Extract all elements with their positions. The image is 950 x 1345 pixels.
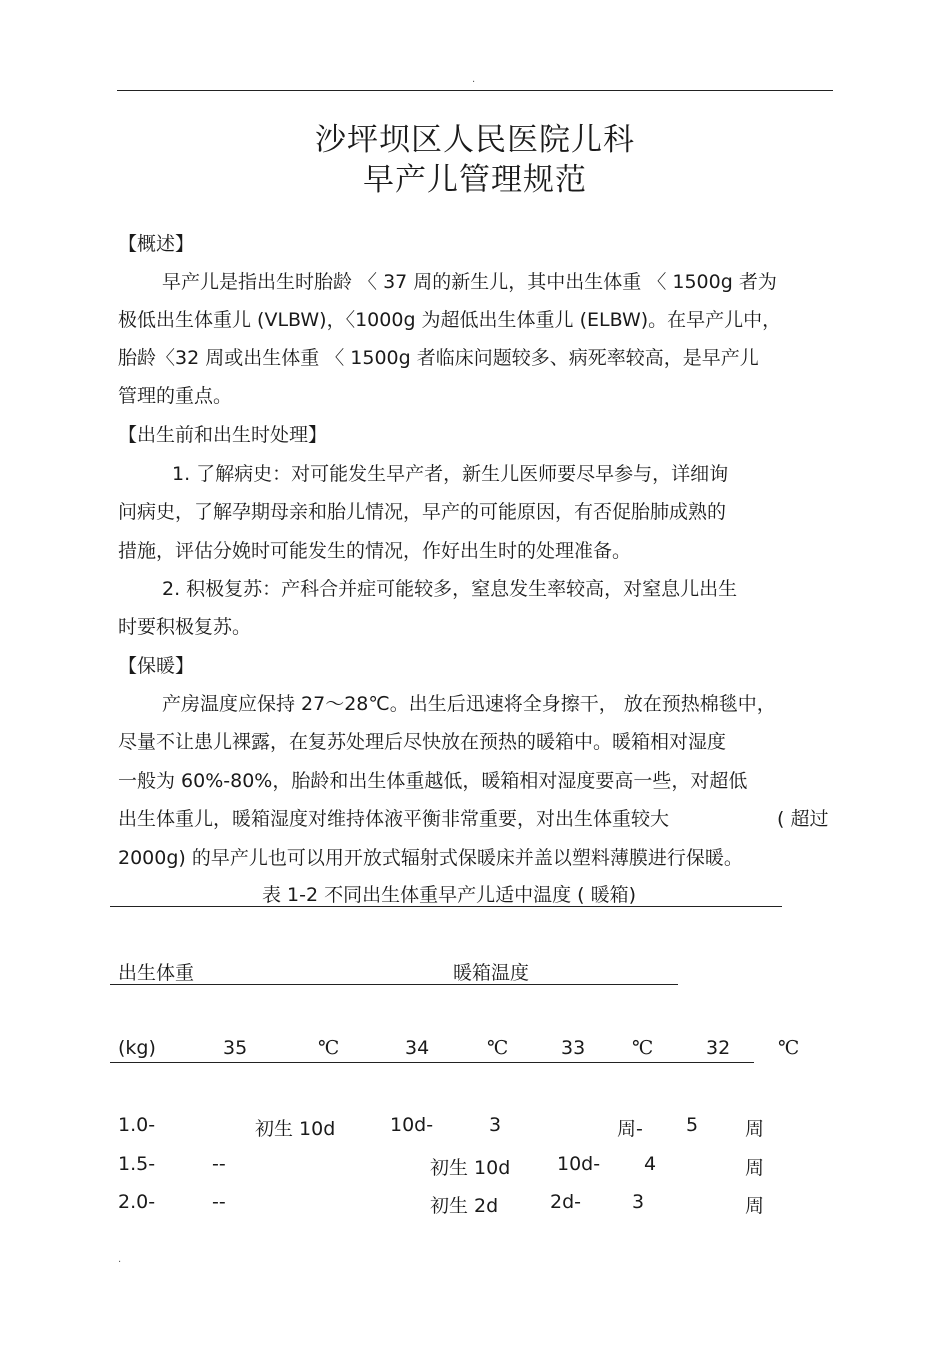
table-header-celsius: ℃ xyxy=(318,1037,340,1059)
table-subheader-rule xyxy=(110,1062,754,1063)
table-cell: 3 xyxy=(489,1114,502,1136)
document-subtitle: 早产儿管理规范 xyxy=(363,162,587,198)
table-header-temp-value: 32 xyxy=(706,1037,731,1059)
header-rule xyxy=(117,90,833,91)
birth-line: 措施，评估分娩时可能发生的情况，作好出生时的处理准备。 xyxy=(118,540,632,562)
table-cell: 1.0- xyxy=(118,1114,156,1136)
table-cell: 3 xyxy=(632,1191,645,1213)
warmth-line: 2000g) 的早产儿也可以用开放式辐射式保暖床并盖以塑料薄膜进行保暖。 xyxy=(118,847,743,869)
table-cell: 初生 10d xyxy=(430,1157,511,1179)
table-header-rule xyxy=(110,984,678,985)
table-cell: -- xyxy=(212,1191,226,1213)
warmth-line: 一般为 60%-80%，胎龄和出生体重越低，暖箱相对湿度要高一些，对超低 xyxy=(118,770,748,792)
document-title: 沙坪坝区人民医院儿科 xyxy=(315,122,635,158)
table-header-unit: (kg) xyxy=(118,1037,156,1059)
table-cell: 10d- xyxy=(557,1153,601,1175)
section-heading-warmth: 【保暖】 xyxy=(118,655,195,677)
overview-line: 早产儿是指出生时胎龄 〈 37 周的新生儿，其中出生体重 〈 1500g 者为 xyxy=(162,271,777,293)
table-cell: 5 xyxy=(686,1114,699,1136)
section-heading-birth: 【出生前和出生时处理】 xyxy=(118,424,328,446)
table-cell: 2d- xyxy=(550,1191,582,1213)
table-header-temp-value: 33 xyxy=(561,1037,586,1059)
warmth-line: 产房温度应保持 27～28℃。出生后迅速将全身擦干， 放在预热棉毯中， xyxy=(162,693,776,715)
table-header-celsius: ℃ xyxy=(487,1037,509,1059)
table-cell: 2.0- xyxy=(118,1191,156,1213)
header-dot: . xyxy=(472,74,476,85)
birth-line: 问病史，了解孕期母亲和胎儿情况，早产的可能原因，有否促胎肺成熟的 xyxy=(118,501,727,523)
table-top-rule xyxy=(110,906,782,907)
table-cell: 周 xyxy=(745,1157,765,1179)
footer-dot: . xyxy=(118,1254,122,1265)
table-cell: 初生 2d xyxy=(430,1195,499,1217)
table-cell: 周 xyxy=(745,1118,765,1140)
table-header-temp: 暖箱温度 xyxy=(453,962,530,984)
overview-line: 胎龄〈32 周或出生体重 〈 1500g 者临床问题较多、病死率较高，是早产儿 xyxy=(118,347,759,369)
table-header-celsius: ℃ xyxy=(632,1037,654,1059)
birth-line: 2. 积极复苏：产科合并症可能较多，窒息发生率较高，对窒息儿出生 xyxy=(162,578,738,600)
warmth-line: 尽量不让患儿裸露，在复苏处理后尽快放在预热的暖箱中。暖箱相对湿度 xyxy=(118,731,727,753)
birth-line: 1. 了解病史：对可能发生早产者，新生儿医师要尽早参与，详细询 xyxy=(172,463,729,485)
overview-line: 管理的重点。 xyxy=(118,385,233,407)
birth-line: 时要积极复苏。 xyxy=(118,616,252,638)
overview-line: 极低出生体重儿 (VLBW)，〈1000g 为超低出生体重儿 (ELBW)。在早产儿中， xyxy=(118,309,782,331)
table-header-temp-value: 35 xyxy=(223,1037,248,1059)
table-cell: 周 xyxy=(745,1195,765,1217)
table-cell: -- xyxy=(212,1153,226,1175)
table-cell: 4 xyxy=(644,1153,657,1175)
table-header-celsius: ℃ xyxy=(778,1037,800,1059)
table-cell: 初生 10d xyxy=(255,1118,336,1140)
warmth-line: 出生体重儿，暖箱湿度对维持体液平衡非常重要，对出生体重较大 xyxy=(118,808,670,830)
table-header-weight: 出生体重 xyxy=(118,962,195,984)
table-cell: 1.5- xyxy=(118,1153,156,1175)
table-cell: 周- xyxy=(617,1118,643,1140)
section-heading-overview: 【概述】 xyxy=(118,233,195,255)
warmth-line: ( 超过 xyxy=(777,808,829,830)
table-cell: 10d- xyxy=(390,1114,434,1136)
table-header-temp-value: 34 xyxy=(405,1037,430,1059)
table-caption: 表 1-2 不同出生体重早产儿适中温度 ( 暖箱) xyxy=(262,884,637,906)
